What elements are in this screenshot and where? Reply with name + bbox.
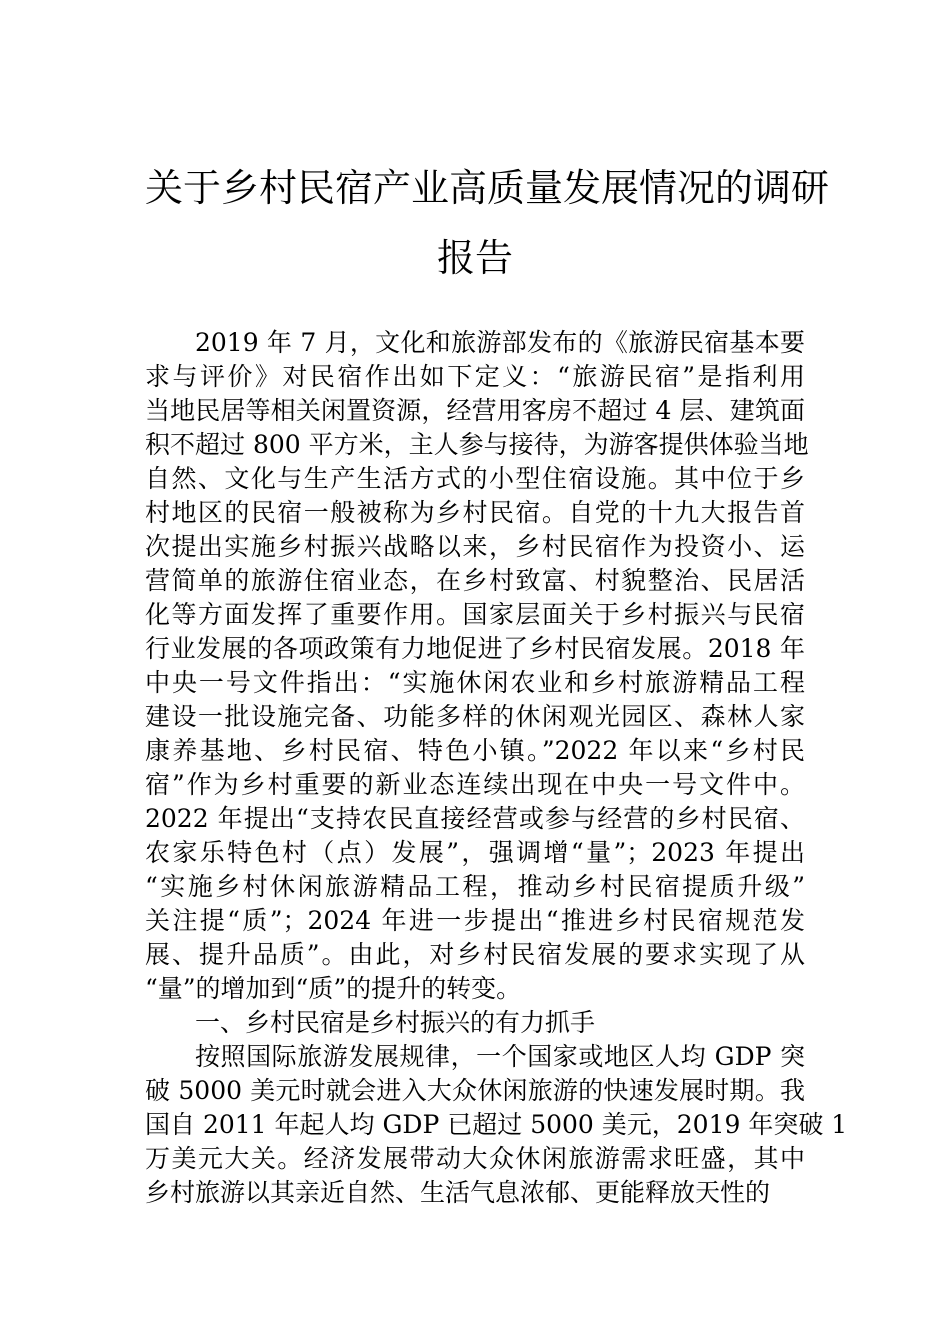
text-line: 破 5000 美元时就会进入大众休闲旅游的快速发展时期。我 (145, 1076, 805, 1105)
text-line: “实施乡村休闲旅游精品工程，推动乡村民宿提质升级” (145, 872, 805, 901)
text-line: 农家乐特色村（点）发展”，强调增“量”；2023 年提出 (145, 838, 805, 867)
report-title-line-2: 报告 (436, 236, 513, 280)
report-title-line-1: 关于乡村民宿产业高质量发展情况的调研 (145, 166, 830, 210)
text-line: 建设一批设施完备、功能多样的休闲观光园区、森林人家 (145, 702, 805, 731)
text-line: 2019 年 7 月，文化和旅游部发布的《旅游民宿基本要 (195, 328, 805, 357)
text-line: 营简单的旅游住宿业态，在乡村致富、村貌整治、民居活 (145, 566, 805, 595)
text-line: 按照国际旅游发展规律，一个国家或地区人均 GDP 突 (195, 1042, 805, 1071)
text-line: 求与评价》对民宿作出如下定义：“旅游民宿”是指利用 (145, 362, 805, 391)
text-line: 村地区的民宿一般被称为乡村民宿。自党的十九大报告首 (145, 498, 805, 527)
text-line: 行业发展的各项政策有力地促进了乡村民宿发展。2018 年 (145, 634, 805, 663)
text-line: “量”的增加到“质”的提升的转变。 (145, 974, 522, 1003)
text-line: 化等方面发挥了重要作用。国家层面关于乡村振兴与民宿 (145, 600, 805, 629)
section-heading (145, 1006, 805, 1040)
text-line: 当地民居等相关闲置资源，经营用客房不超过 4 层、建筑面 (145, 396, 805, 425)
body-paragraph (145, 326, 809, 1006)
text-line: 关注提“质”；2024 年进一步提出“推进乡村民宿规范发 (145, 906, 805, 935)
text-line: 展、提升品质”。由此，对乡村民宿发展的要求实现了从 (145, 940, 805, 969)
text-line: 康养基地、乡村民宿、特色小镇。”2022 年以来“乡村民 (145, 736, 805, 765)
text-line: 一、乡村民宿是乡村振兴的有力抓手 (195, 1008, 596, 1037)
text-line: 自然、文化与生产生活方式的小型住宿设施。其中位于乡 (145, 464, 805, 493)
text-line: 次提出实施乡村振兴战略以来，乡村民宿作为投资小、运 (145, 532, 805, 561)
text-line: 乡村旅游以其亲近自然、生活气息浓郁、更能释放天性的 (145, 1178, 771, 1207)
text-line: 2022 年提出“支持农民直接经营或参与经营的乡村民宿、 (145, 804, 805, 833)
text-line: 中央一号文件指出：“实施休闲农业和乡村旅游精品工程 (145, 668, 805, 697)
body-paragraph (145, 1040, 848, 1210)
text-line: 万美元大关。经济发展带动大众休闲旅游需求旺盛，其中 (145, 1144, 805, 1173)
report-body (145, 326, 848, 1210)
text-line: 国自 2011 年起人均 GDP 已超过 5000 美元，2019 年突破 1 (145, 1110, 848, 1139)
text-line: 宿”作为乡村重要的新业态连续出现在中央一号文件中。 (145, 770, 805, 799)
text-line: 积不超过 800 平方米，主人参与接待，为游客提供体验当地 (145, 430, 809, 459)
